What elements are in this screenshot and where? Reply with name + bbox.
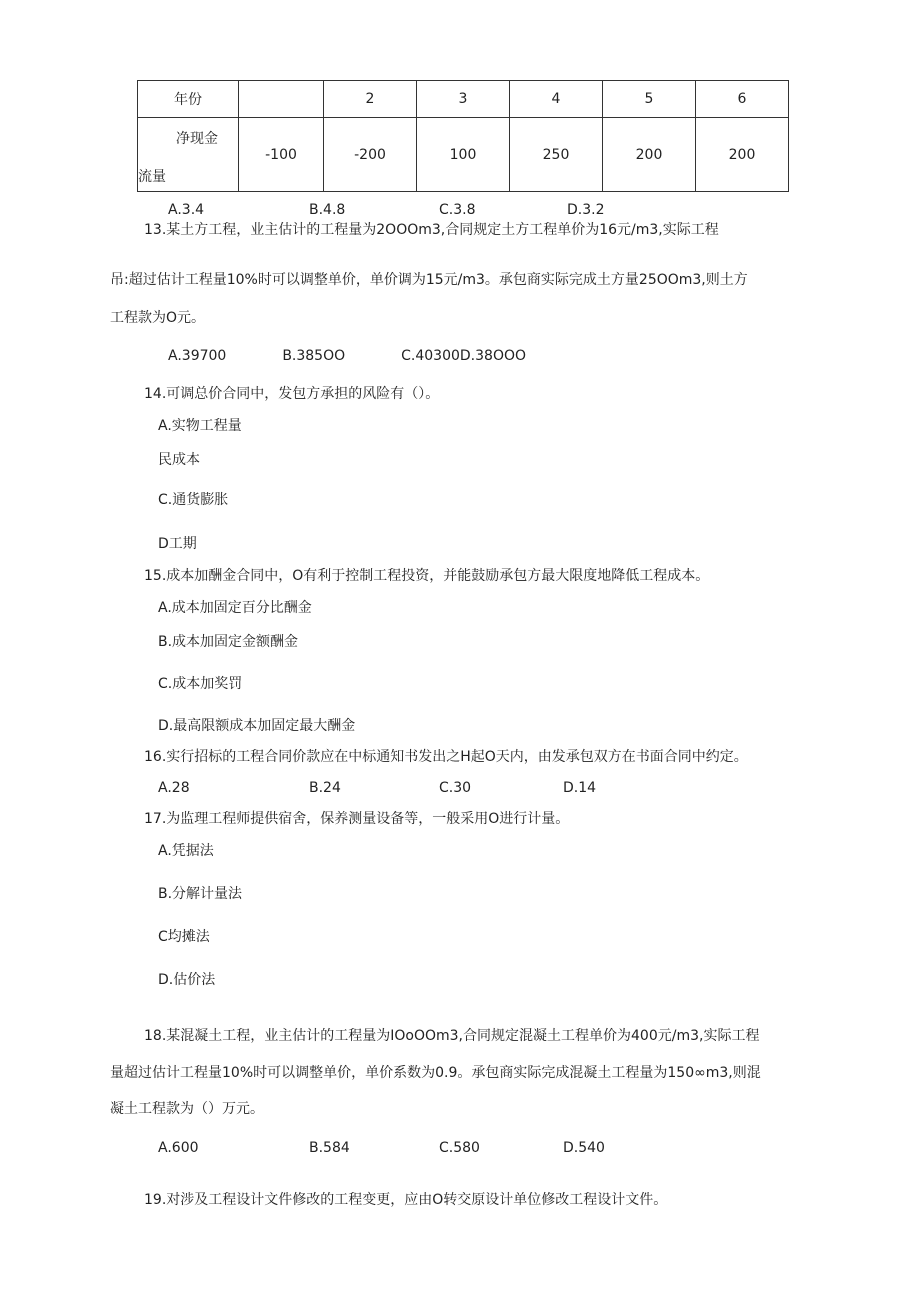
table-row-label-line2: 流量 [138,169,166,185]
q15-option-b: B.成本加固定金额酬金 [158,634,299,650]
q18-option-c: C.580 [439,1140,480,1156]
table-row-label [138,118,239,192]
table-year-cell: 4 [510,81,603,118]
q12-option-c: C.3.8 [439,202,476,218]
q18-line1: 18.某混凝土工程，业主估计的工程量为IOoOOm3,合同规定混凝土工程单价为400元/m3,实际工程 [144,1028,760,1044]
table-value-cell: -100 [239,118,324,192]
q17-option-c: C均摊法 [158,929,210,945]
q16-option-b: B.24 [309,780,341,796]
q19-stem: 19.对涉及工程设计文件修改的工程变更，应由O转交原设计单位修改工程设计文件。 [144,1192,668,1208]
table-value-row [138,118,789,192]
q14-option-b: 民成本 [158,452,200,468]
q18-line3: 凝土工程款为（）万元。 [110,1101,264,1117]
q15-option-d: D.最高限额成本加固定最大酬金 [158,718,356,734]
q16-option-d: D.14 [563,780,597,796]
table-value-cell: 250 [510,118,603,192]
q18-line2: 量超过估计工程量10%时可以调整单价，单价系数为0.9。承包商实际完成混凝土工程量为150∞m3,则混 [110,1065,761,1081]
table-value-cell: -200 [324,118,417,192]
q15-option-c: C.成本加奖罚 [158,676,243,692]
q13-line3: 工程款为O元。 [110,310,206,326]
q14-option-c: C.通货膨胀 [158,492,229,508]
q14-stem: 14.可调总价合同中，发包方承担的风险有（）。 [144,386,440,402]
q12-option-a: A.3.4 [168,202,205,218]
q17-option-a: A.凭据法 [158,843,214,859]
q13-line1: 13.某土方工程，业主估计的工程量为2OOOm3,合同规定土方工程单价为16元/m3,实际工程 [144,222,719,238]
table-year-cell: 6 [696,81,789,118]
q14-option-d: D工期 [158,536,197,552]
table-header-label: 年份 [138,81,239,118]
table-value-cell: 100 [417,118,510,192]
q13-options: A.39700 B.385OO C.40300D.38OOO [168,348,526,364]
table-year-cell: 5 [603,81,696,118]
q16-stem: 16.实行招标的工程合同价款应在中标通知书发出之H起O天内，由发承包双方在书面合同中约定。 [144,749,748,765]
q17-stem: 17.为监理工程师提供宿舍，保养测量设备等，一般采用O进行计量。 [144,811,570,827]
q12-option-d: D.3.2 [567,202,605,218]
q18-option-b: B.584 [309,1140,350,1156]
cash-flow-table [137,80,789,192]
q17-option-b: B.分解计量法 [158,886,243,902]
q15-option-a: A.成本加固定百分比酬金 [158,600,312,616]
q15-stem: 15.成本加酬金合同中，O有利于控制工程投资，并能鼓励承包方最大限度地降低工程成本。 [144,568,710,584]
q18-option-a: A.600 [158,1140,199,1156]
table-year-cell: 3 [417,81,510,118]
table-value-cell: 200 [603,118,696,192]
table-year-cell [239,81,324,118]
table-value-cell: 200 [696,118,789,192]
q13-line2: 吊:超过估计工程量10%时可以调整单价，单价调为15元/m3。承包商实际完成土方量25OOm3,则土方 [110,272,748,288]
q14-option-a: A.实物工程量 [158,418,242,434]
q12-option-b: B.4.8 [309,202,346,218]
q17-option-d: D.估价法 [158,972,216,988]
q16-option-c: C.30 [439,780,472,796]
table-row-label-line1: 净现金 [176,131,218,147]
q18-option-d: D.540 [563,1140,605,1156]
table-year-cell: 2 [324,81,417,118]
table-header-row [138,81,789,118]
q16-option-a: A.28 [158,780,190,796]
